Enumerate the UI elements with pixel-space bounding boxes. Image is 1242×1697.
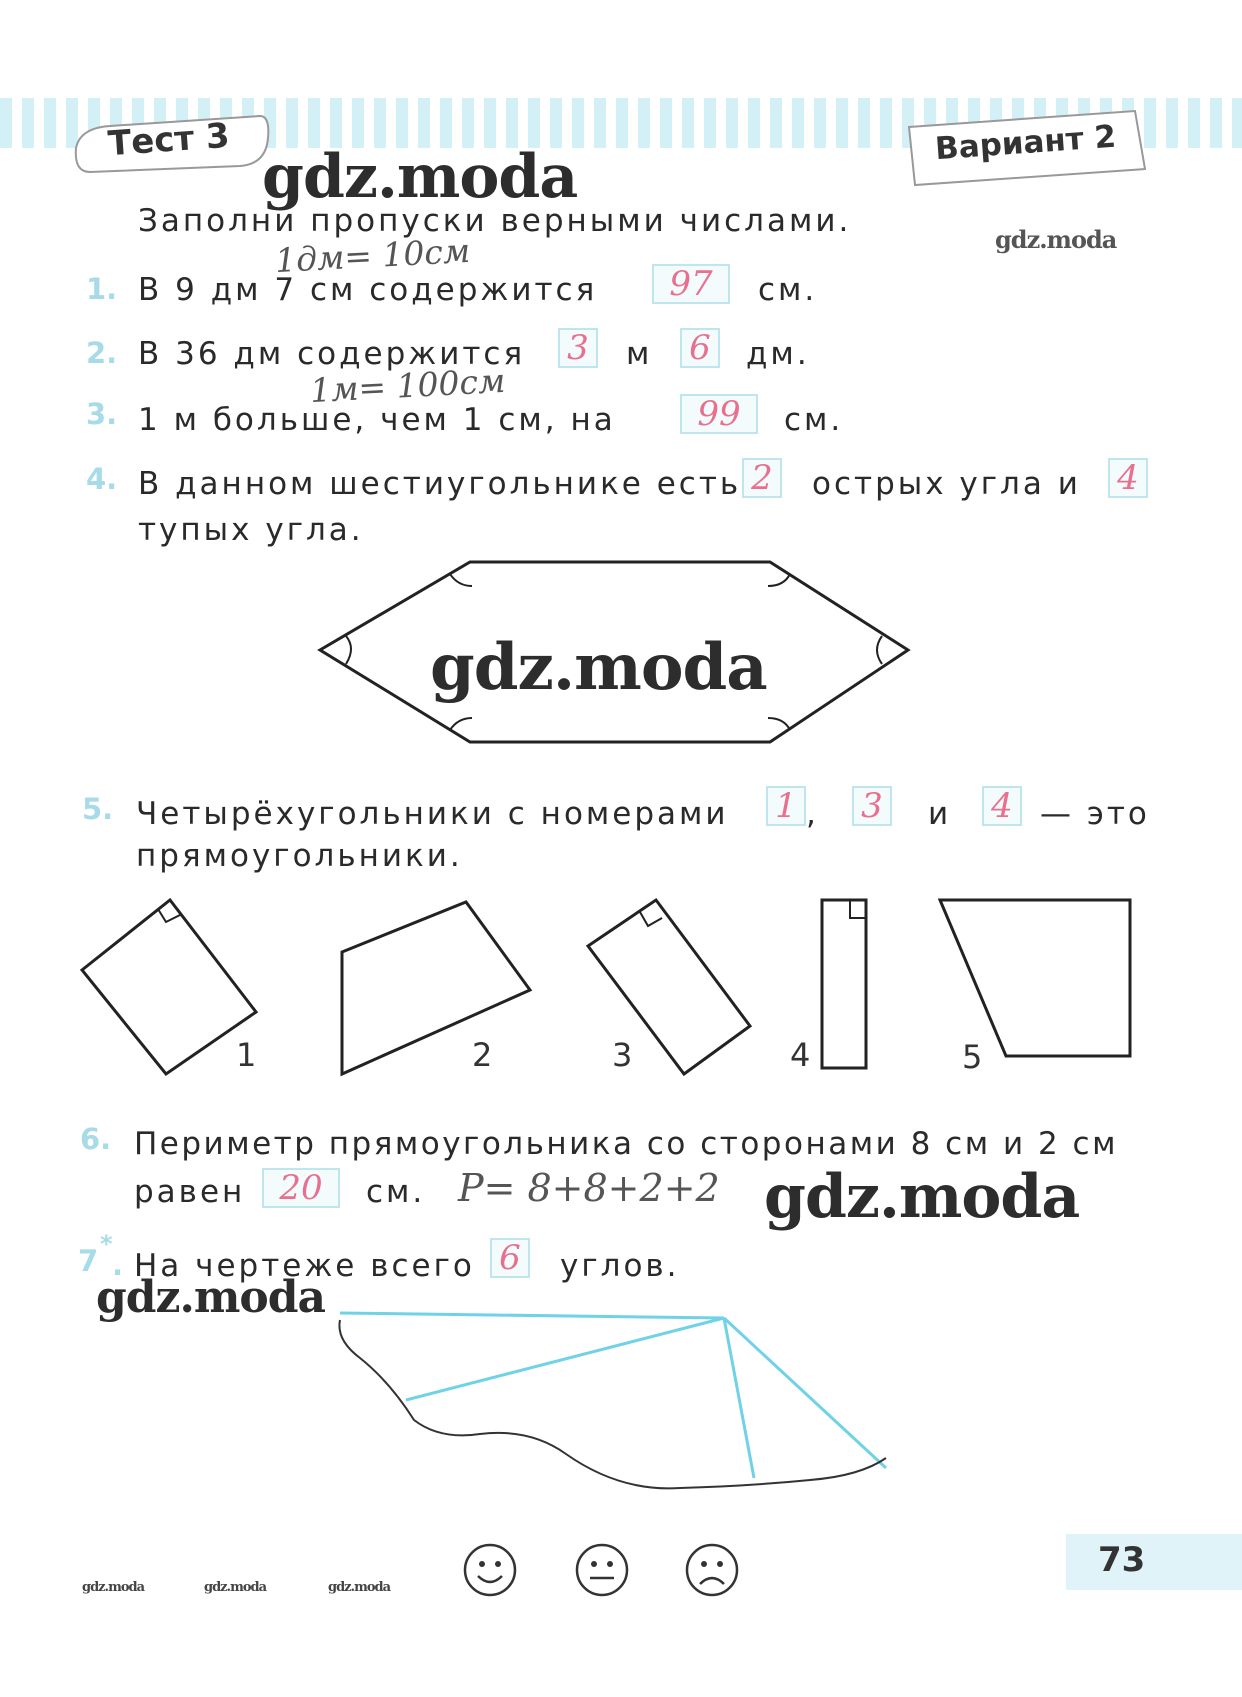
answer-box-6[interactable] — [262, 1168, 340, 1208]
answer-box-4b[interactable] — [1108, 458, 1148, 498]
task-1-text: В 9 дм 7 см содержится — [138, 272, 598, 308]
answer-3: 99 — [697, 394, 741, 434]
task-1-unit: см. — [758, 272, 818, 308]
quad-shape-1 — [82, 900, 256, 1074]
task-5-and: и — [928, 796, 952, 832]
task-3-text: 1 м больше, чем 1 см, на — [138, 402, 616, 438]
task-number: 5. — [82, 792, 114, 826]
watermark-center: gdz.moda — [430, 630, 767, 705]
shape-label: 2 — [472, 1036, 493, 1074]
task-number: 6. — [80, 1122, 112, 1156]
note-dm-cm: 1дм= 10см — [274, 230, 472, 281]
watermark-top: gdz.moda — [262, 142, 578, 212]
watermark-footer-2: gdz.moda — [204, 1580, 267, 1595]
answer-7: 6 — [499, 1238, 521, 1278]
task-number: 2. — [86, 336, 118, 370]
answer-5b: 3 — [861, 786, 883, 826]
shape-label: 4 — [790, 1036, 811, 1074]
answer-box-5c[interactable] — [982, 786, 1022, 826]
answer-2b: 6 — [689, 328, 711, 368]
task-7-dot: . — [112, 1248, 124, 1282]
task-4-text: В данном шестиугольнике есть — [138, 466, 742, 502]
shape-label: 1 — [236, 1036, 257, 1074]
happy-face-icon[interactable] — [462, 1542, 518, 1598]
task-7-text: На чертеже всего — [134, 1248, 475, 1284]
watermark-footer-1: gdz.moda — [82, 1580, 145, 1595]
task-7-star: * — [100, 1230, 113, 1258]
answer-box-5a[interactable] — [766, 786, 806, 826]
answer-1: 97 — [669, 264, 713, 304]
watermark-small-right: gdz.moda — [995, 225, 1117, 254]
task-2-text: В 36 дм содержится — [138, 336, 526, 372]
test-label: Тест 3 — [106, 115, 231, 165]
answer-4b: 4 — [1117, 458, 1139, 498]
task-5-text: Четырёхугольники с номерами — [136, 796, 729, 832]
answer-box-1[interactable] — [652, 264, 730, 304]
variant-label: Вариант 2 — [933, 118, 1118, 168]
task-number: 3. — [86, 397, 118, 431]
shape-label: 5 — [962, 1038, 983, 1076]
task-4-mid: острых угла и — [812, 466, 1081, 502]
quad-shape-5 — [940, 900, 1130, 1056]
shape-label: 3 — [612, 1036, 633, 1074]
page-number-tab — [1066, 1534, 1242, 1590]
task-4-line2: тупых угла. — [138, 512, 364, 548]
task-number: 4. — [86, 462, 118, 496]
quad-shape-2 — [342, 902, 530, 1074]
answer-box-5b[interactable] — [852, 786, 892, 826]
task-6-unit: см. — [366, 1174, 426, 1210]
note-m-cm: 1м= 100см — [309, 360, 507, 411]
answer-5c: 4 — [991, 786, 1013, 826]
sad-face-icon[interactable] — [684, 1542, 740, 1598]
task-2-mid: м — [626, 336, 653, 372]
neutral-face-icon[interactable] — [574, 1542, 630, 1598]
quadrilaterals-figure — [70, 890, 1150, 1090]
answer-2a: 3 — [567, 328, 589, 368]
answer-box-2b[interactable] — [680, 328, 720, 368]
task-5-tail: — это — [1040, 796, 1150, 832]
answer-box-4a[interactable] — [742, 458, 782, 498]
answer-6: 20 — [279, 1168, 323, 1208]
intro-text: Заполни пропуски верными числами. — [138, 203, 852, 239]
page-number: 73 — [1098, 1540, 1146, 1580]
watermark-footer-3: gdz.moda — [328, 1580, 391, 1595]
task-7-unit: углов. — [560, 1248, 680, 1284]
angles-drawing — [330, 1300, 900, 1500]
task-6-line2: равен — [134, 1174, 246, 1210]
answer-box-7[interactable] — [490, 1238, 530, 1278]
task-5-line2: прямоугольники. — [136, 838, 463, 874]
note-perimeter: P= 8+8+2+2 — [458, 1166, 720, 1210]
watermark-task7: gdz.moda — [96, 1272, 326, 1323]
task-number: 7 — [78, 1244, 99, 1278]
watermark-task6: gdz.moda — [764, 1162, 1080, 1232]
answer-box-2a[interactable] — [558, 328, 598, 368]
task-6-text: Периметр прямоугольника со сторонами 8 см и 2 см — [134, 1126, 1118, 1162]
quad-shape-4 — [822, 900, 866, 1068]
task-2-unit: дм. — [746, 336, 810, 372]
answer-4a: 2 — [751, 458, 773, 498]
task-3-unit: см. — [784, 402, 844, 438]
task-number: 1. — [86, 272, 118, 306]
answer-5a: 1 — [775, 786, 797, 826]
answer-box-3[interactable] — [680, 394, 758, 434]
task-5-comma: , — [806, 796, 819, 832]
